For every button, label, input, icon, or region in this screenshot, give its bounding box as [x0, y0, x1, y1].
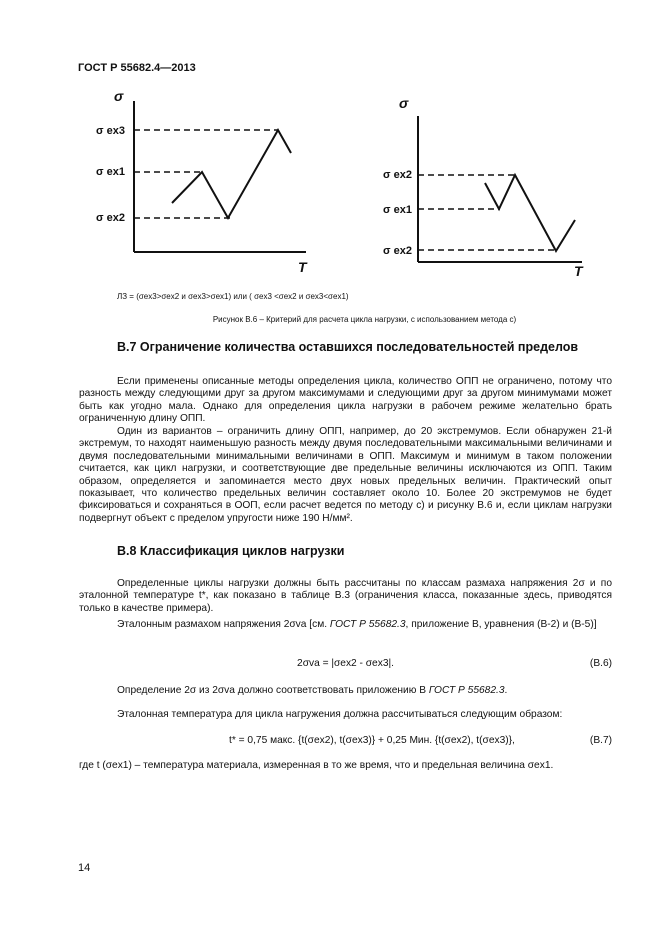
section-b7-heading: В.7 Ограничение количества оставшихся последовательностей пределов	[117, 340, 579, 354]
right-x-axis-label: T	[574, 263, 583, 279]
left-x-axis-label: T	[298, 259, 307, 275]
section-b7-para1: Если применены описанные методы определения цикла, количество ОПП не ограничено, потому что разность между следующими друг за другом максимумами и следующими друг за другом минимумами может быть как угодно мала. Однако для определения цикла нагрузки в рабочем режиме желательно брать ограниченную длину ОПП.	[79, 376, 612, 425]
right-label-ex1: σ ex1	[383, 204, 412, 216]
left-label-ex3: σ ex3	[96, 125, 125, 137]
right-label-ex2-bottom: σ ex2	[383, 245, 412, 257]
left-label-ex2: σ ex2	[96, 212, 125, 224]
figure-lz-text: ЛЗ = (σex3>σex2 и σex3>σex1) или ( σex3 <σex2 и σex3<σex1)	[117, 292, 349, 301]
left-y-axis-label: σ	[114, 88, 124, 104]
left-label-ex1: σ ex1	[96, 166, 125, 178]
right-y-axis-label: σ	[399, 95, 409, 111]
equation-b7-number: (В.7)	[589, 735, 612, 746]
section-b8-heading: В.8 Классификация циклов нагрузки	[117, 544, 345, 558]
section-b7-para2: Один из вариантов – ограничить длину ОПП, например, до 20 экстремумов. Если обнаружен 21-й экстремум, то находят наименьшую разность между двумя последовательными максимальными величинами и двумя последовательными минимальными величинами в ОПП. Максимум и минимум в таком положении считается, как цикл нагрузки, и соответствующие две предельные величины исключаются из ОПП. Таким образом, определяется и запоминается место двух новых предельных величин. Практический опыт показывает, что количество предельных величин составляет около 10. Более 20 экстремумов не будет фиксироваться и сохраняться в ООП, если расчет ведется по методу с) и рисунку В.6 и, если циклам нагрузки подвергнут объект с пределом упругости ниже 190 Н/мм².	[79, 426, 612, 524]
left-load-curve	[172, 130, 291, 218]
gost-reference: ГОСТ Р 55682.3	[428, 685, 505, 696]
right-diagram	[418, 116, 582, 262]
equation-b6-number: (В.6)	[589, 658, 612, 669]
section-b8-para1: Определенные циклы нагрузки должны быть рассчитаны по классам размаха напряжения 2σ и по эталонной температуре t*, как показано в таблице В.3 (ограничения класса, показанные здесь, приводятся только в качестве примера).	[79, 578, 612, 614]
equation-b6: 2σva = |σex2 - σex3|. (В.6)	[297, 658, 612, 669]
right-label-ex2-top: σ ex2	[383, 169, 412, 181]
equation-b7: t* = 0,75 макс. {t(σex2), t(σex3)} + 0,25 Мин. {t(σex2), t(σex3)}, (В.7)	[229, 735, 612, 746]
document-header: ГОСТ Р 55682.4—2013	[78, 62, 196, 74]
section-b8-para2: Эталонным размахом напряжения 2σva [см. ГОСТ Р 55682.3, приложение В, уравнения (В-2) и (В-5)]	[117, 619, 597, 630]
section-b8-para4: Эталонная температура для цикла нагружения должна рассчитываться следующим образом:	[117, 709, 563, 720]
section-b8-para5: где t (σex1) – температура материала, измеренная в то же время, что и предельная величина σex1.	[79, 760, 554, 771]
left-diagram	[134, 101, 306, 252]
right-load-curve	[485, 175, 575, 251]
figure-b6	[0, 0, 661, 290]
section-b8-para3: Определение 2σ из 2σva должно соответствовать приложению В ГОСТ Р 55682.3.	[117, 685, 508, 696]
figure-caption: Рисунок В.6 – Критерий для расчета цикла нагрузки, с использованием метода с)	[212, 315, 517, 324]
page-number: 14	[78, 862, 91, 874]
gost-reference: ГОСТ Р 55682.3	[329, 619, 406, 630]
